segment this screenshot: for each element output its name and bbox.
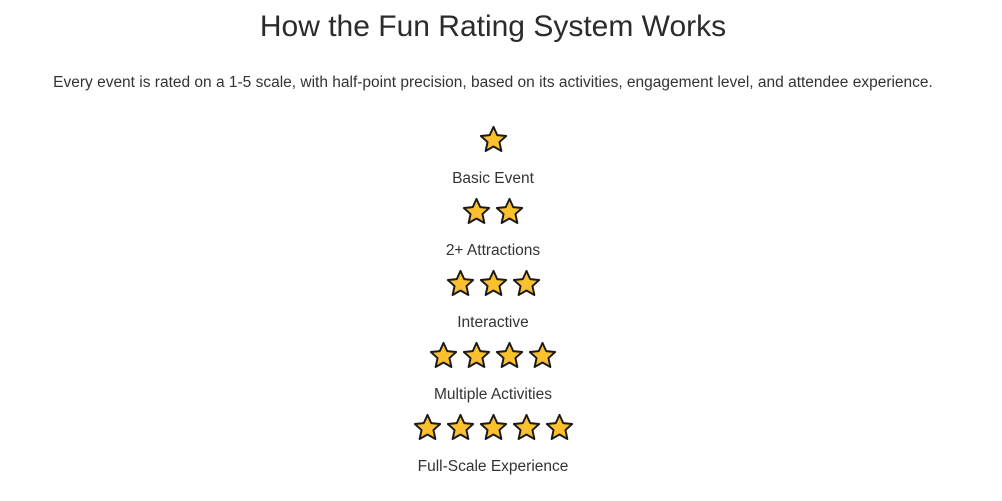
page-title: How the Fun Rating System Works (259, 10, 727, 43)
star-icon (445, 412, 476, 443)
rating-level-4 (0, 338, 986, 410)
star-icon (511, 412, 542, 443)
star-icon (511, 268, 542, 299)
star-row (0, 338, 986, 372)
rating-level-label: Full-Scale Experience (417, 458, 569, 475)
rating-level-1 (0, 122, 986, 194)
star-icon (494, 196, 525, 227)
star-row (0, 410, 986, 444)
star-row (0, 266, 986, 300)
star-icon (478, 124, 509, 155)
rating-level-2 (0, 194, 986, 266)
rating-level-label: Interactive (457, 314, 529, 331)
rating-level-label: 2+ Attractions (445, 242, 541, 259)
star-icon (527, 340, 558, 371)
rating-level-label: Multiple Activities (433, 386, 552, 403)
star-icon (478, 412, 509, 443)
star-icon (445, 268, 476, 299)
star-icon (428, 340, 459, 371)
rating-levels-list (0, 122, 986, 482)
star-icon (494, 340, 525, 371)
star-row (0, 194, 986, 228)
rating-level-label: Basic Event (452, 170, 534, 187)
page-description: Every event is rated on a 1-5 scale, with half-point precision, based on its activities, engagement level, and attendee experience. (53, 74, 933, 91)
star-row (0, 122, 986, 156)
star-icon (412, 412, 443, 443)
star-icon (461, 340, 492, 371)
star-icon (478, 268, 509, 299)
star-icon (544, 412, 575, 443)
star-icon (461, 196, 492, 227)
rating-level-5 (0, 410, 986, 482)
rating-level-3 (0, 266, 986, 338)
